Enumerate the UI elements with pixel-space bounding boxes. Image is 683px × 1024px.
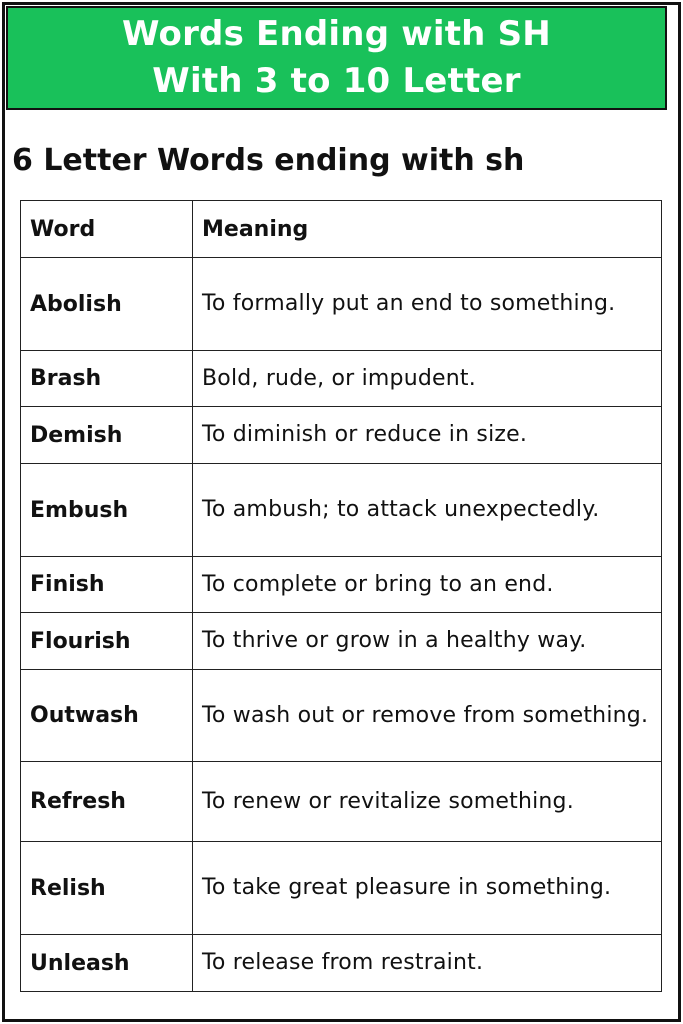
- meaning-cell: Bold, rude, or impudent.: [193, 351, 662, 407]
- table-row: [21, 670, 662, 762]
- meaning-cell: To take great pleasure in something.: [193, 842, 662, 935]
- meaning-cell: To ambush; to attack unexpectedly.: [193, 464, 662, 557]
- meaning-cell: To complete or bring to an end.: [193, 557, 662, 613]
- table-row: [21, 407, 662, 464]
- word-cell: Flourish: [21, 613, 193, 670]
- word-cell: Brash: [21, 351, 193, 407]
- table-row: [21, 351, 662, 407]
- word-cell: Unleash: [21, 935, 193, 992]
- word-cell: Embush: [21, 464, 193, 557]
- table-row: [21, 842, 662, 935]
- word-cell: Abolish: [21, 258, 193, 351]
- column-header-word: Word: [21, 201, 193, 258]
- title-banner: [6, 6, 667, 110]
- table-row: [21, 557, 662, 613]
- word-cell: Relish: [21, 842, 193, 935]
- words-table: [20, 200, 662, 992]
- word-cell: Refresh: [21, 762, 193, 842]
- meaning-cell: To thrive or grow in a healthy way.: [193, 613, 662, 670]
- meaning-cell: To renew or revitalize something.: [193, 762, 662, 842]
- word-cell: Outwash: [21, 670, 193, 762]
- meaning-cell: To release from restraint.: [193, 935, 662, 992]
- banner-title-line-2: With 3 to 10 Letter: [152, 61, 521, 101]
- banner-title-line-1: Words Ending with SH: [122, 14, 551, 54]
- table-row: [21, 762, 662, 842]
- meaning-cell: To formally put an end to something.: [193, 258, 662, 351]
- word-cell: Demish: [21, 407, 193, 464]
- table-row: [21, 935, 662, 992]
- column-header-meaning: Meaning: [193, 201, 662, 258]
- table-row: [21, 613, 662, 670]
- section-title: 6 Letter Words ending with sh: [12, 143, 525, 178]
- table-header-row: [21, 201, 662, 258]
- table-row: [21, 258, 662, 351]
- table-row: [21, 464, 662, 557]
- meaning-cell: To diminish or reduce in size.: [193, 407, 662, 464]
- meaning-cell: To wash out or remove from something.: [193, 670, 662, 762]
- word-cell: Finish: [21, 557, 193, 613]
